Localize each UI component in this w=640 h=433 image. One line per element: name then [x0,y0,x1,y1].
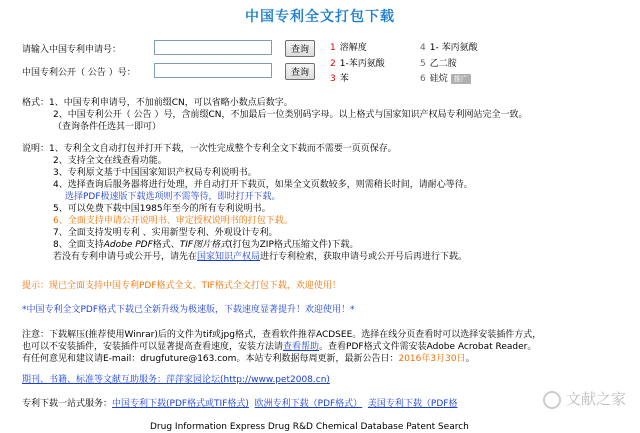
application-number-label: 请输入中国专利申请号： [22,45,122,55]
caution-text: 。 [465,354,475,364]
note-line: 3、专利原文基于中国国家知识产权局专利说明书。 [53,168,257,178]
footer-nav: Drug Information Express Drug R&D Chemical Database Patent Search [150,422,469,432]
help-link[interactable]: 查看帮助 [283,342,320,352]
format-line: 2、中国专利公开（ 公告 ）号，含前缀CN，不加最后一位类别码字母。以上格式与国家知识产权局专利网站完全一致。 [53,110,528,120]
hot-search-item[interactable] [420,40,478,53]
note-text: Adobe PDF [103,240,153,250]
hot-search-item[interactable] [330,71,349,84]
hot-term: 溶解度 [339,43,367,53]
publication-number-label: 中国专利公开（ 公告 ）号： [22,68,136,78]
downloads-label: 专利下载一站式服务： [22,399,113,409]
query-application-button[interactable]: 查询 [285,40,315,57]
note-line: 6、全面支持申请公开说明书、审定授权说明书的打包下载。 [53,216,293,226]
promo-text: *中国专利全文PDF格式下载已全新升级为极速版，下载速度显著提升！欢迎使用！* [22,305,355,315]
caution-text: 有任何意见和建议请E-mail：drugfuture@163.com。本站专利数据每周更新，最新公告日： [22,354,399,364]
hot-rank: 3 [330,74,336,84]
hot-search-item[interactable] [420,56,457,69]
hot-rank: 2 [330,59,336,69]
caution-line [22,342,536,353]
query-publication-button[interactable]: 查询 [285,63,315,80]
hot-search-item[interactable] [420,71,471,84]
note-line [53,240,358,251]
note-line [53,252,467,263]
application-number-input[interactable] [154,40,272,55]
caution-line [22,354,475,365]
hot-term: 乙二胺 [429,59,457,69]
hot-rank: 5 [420,59,426,69]
cnipa-link[interactable]: 国家知识产权局 [197,252,261,262]
latest-date: 2016年3月30日 [398,354,466,364]
downloads-line [22,399,457,410]
hot-term: 苯 [339,74,349,84]
note-line: 5、可以免费下载中国1985年至今的所有专利说明书。 [53,204,271,214]
watermark [543,388,626,409]
caution-text: 。查看PDF格式文件需安装Adobe Acrobat Reader。 [319,342,537,352]
note-text: 若没有专利申请号或公开号，请先在 [53,252,198,262]
caution-text: 也可以不安装插件，安装插件可以显著提高查看速度，安装方法请 [22,342,284,352]
tip-text: 提示：现已全面支持中国专利PDF格式全文、TIF格式全文打包下载，欢迎使用！ [22,281,341,291]
hot-rank: 4 [420,43,426,53]
publication-number-input[interactable] [154,63,272,78]
note-text: (打包为ZIP格式压缩文件)下载。 [229,240,359,250]
format-line: （查询条件任选其一即可） [53,122,162,132]
watermark-logo-icon [543,391,561,409]
note-line: 7、全面支持发明专利 、实用新型专利、外观设计专利。 [53,228,278,238]
watermark-text: 文献之家 [565,390,626,408]
hot-search-item[interactable] [330,40,367,53]
journal-line [22,375,330,386]
hot-search-item[interactable] [330,56,385,69]
format-line: 格式：1、中国专利申请号，不加前缀CN，可以省略小数点后数字。 [22,98,293,108]
note-text: 8、全面支持 [53,240,104,250]
note-line: 说明：1、专利全文自动打包并打开下载，一次性完成整个专利全文下载而不需要一页页保存。 [22,144,397,154]
note-line-fast-download: 选择PDF极速版下载选项则不需等待，即时打开下载。 [65,192,281,202]
note-text: 进行专利检索，获取申请号或公开号后再进行下载。 [260,252,468,262]
note-text: TIF图片格式 [179,240,230,250]
hot-rank: 6 [420,74,426,84]
forum-link[interactable]: 萍萍家园论坛(http://www.pet2008.cn) [166,375,330,385]
us-patent-download-link[interactable]: 美国专利下载（PDF格 [367,399,458,409]
hot-term: 1-苯丙氨酸 [339,59,385,69]
caution-line: 注意：下载解压(推荐使用Winrar)后的文件为tif或jpg格式，查看软件推荐ACDSEE。选择在线分页查看时可以选择安装插件方式， [22,330,542,340]
journal-service-link[interactable]: 期刊、书籍、标准等文献互助服务： [22,375,167,385]
hot-term: 1- 苯丙氨酸 [429,43,478,53]
note-text: 格式、 [152,240,180,250]
page-title: 中国专利全文打包下载 [245,9,395,25]
promo-tag: 推广 [451,74,471,84]
hot-term: 硅烷 [429,74,448,84]
note-line: 2、支持全文在线查看功能。 [53,156,167,166]
cn-patent-download-link[interactable]: 中国专利下载(PDF格式或TIF格式) [112,399,249,409]
note-line: 4、选择查询后服务器将进行处理，并自动打开下载页，如果全文页数较多，则需稍长时间，请耐心等待。 [53,180,473,190]
hot-rank: 1 [330,43,336,53]
ep-patent-download-link[interactable]: 欧洲专利下载（PDF格式） [254,399,363,409]
